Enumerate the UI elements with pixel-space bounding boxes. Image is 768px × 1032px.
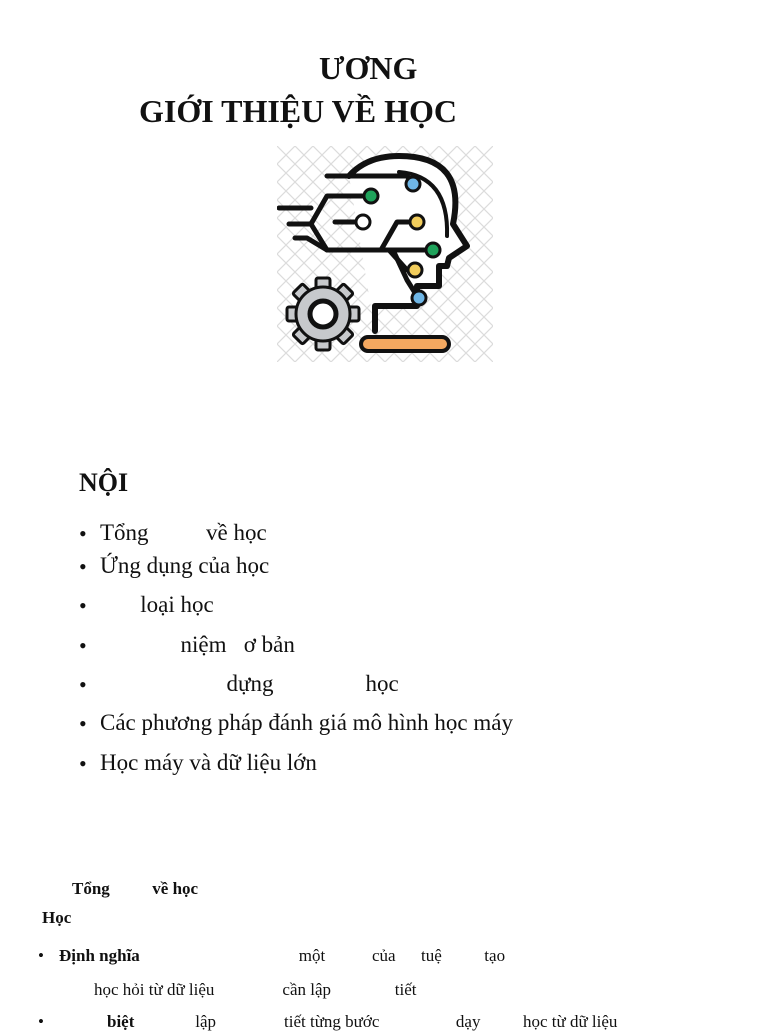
node-blue-1 [406, 177, 420, 191]
bullet-dot: • [79, 711, 87, 736]
contents-item: Học máy và dữ liệu lớn [100, 750, 317, 775]
definition-text: một của tuệ tạo [150, 946, 506, 965]
contents-item: Các phương pháp đánh giá mô hình học máy [100, 710, 513, 735]
contents-heading: NỘI [79, 468, 129, 497]
distinction-term: biệt [107, 1012, 135, 1031]
chapter-title-line1: ƯƠNG [319, 50, 418, 86]
distinction-text: lập tiết từng bước dạy học từ dữ liệu [140, 1012, 618, 1031]
contents-item: niệm ơ bản [100, 632, 295, 657]
definition-term: Định nghĩa [59, 946, 140, 965]
bullet-dot: • [79, 751, 87, 776]
definition-continuation: học hỏi từ dữ liệu cần lập tiết [94, 980, 417, 999]
node-white-1 [356, 215, 370, 229]
section-subtitle: Học [42, 908, 72, 927]
node-green-1 [364, 189, 378, 203]
contents-item: Tổng về học [100, 520, 267, 545]
node-blue-2 [412, 291, 426, 305]
chapter-title-line2: GIỚI THIỆU VỀ HỌC [139, 93, 458, 129]
section-title: Tổng về học [72, 879, 199, 898]
ai-head-circuit-gear-icon [277, 146, 493, 362]
node-yellow-2 [408, 263, 422, 277]
bullet-dot: • [38, 1012, 44, 1031]
contents-item: loại học [100, 592, 214, 617]
contents-item: Ứng dụng của học [100, 553, 270, 578]
bullet-dot: • [38, 946, 44, 965]
contents-item: dựng học [100, 671, 399, 696]
bullet-dot: • [79, 521, 87, 546]
bullet-dot: • [79, 554, 87, 579]
gear-icon [287, 278, 359, 350]
bullet-dot: • [79, 672, 87, 697]
node-green-2 [426, 243, 440, 257]
node-yellow-1 [410, 215, 424, 229]
bullet-dot: • [79, 633, 87, 658]
head-base [361, 337, 449, 351]
bullet-dot: • [79, 593, 87, 618]
